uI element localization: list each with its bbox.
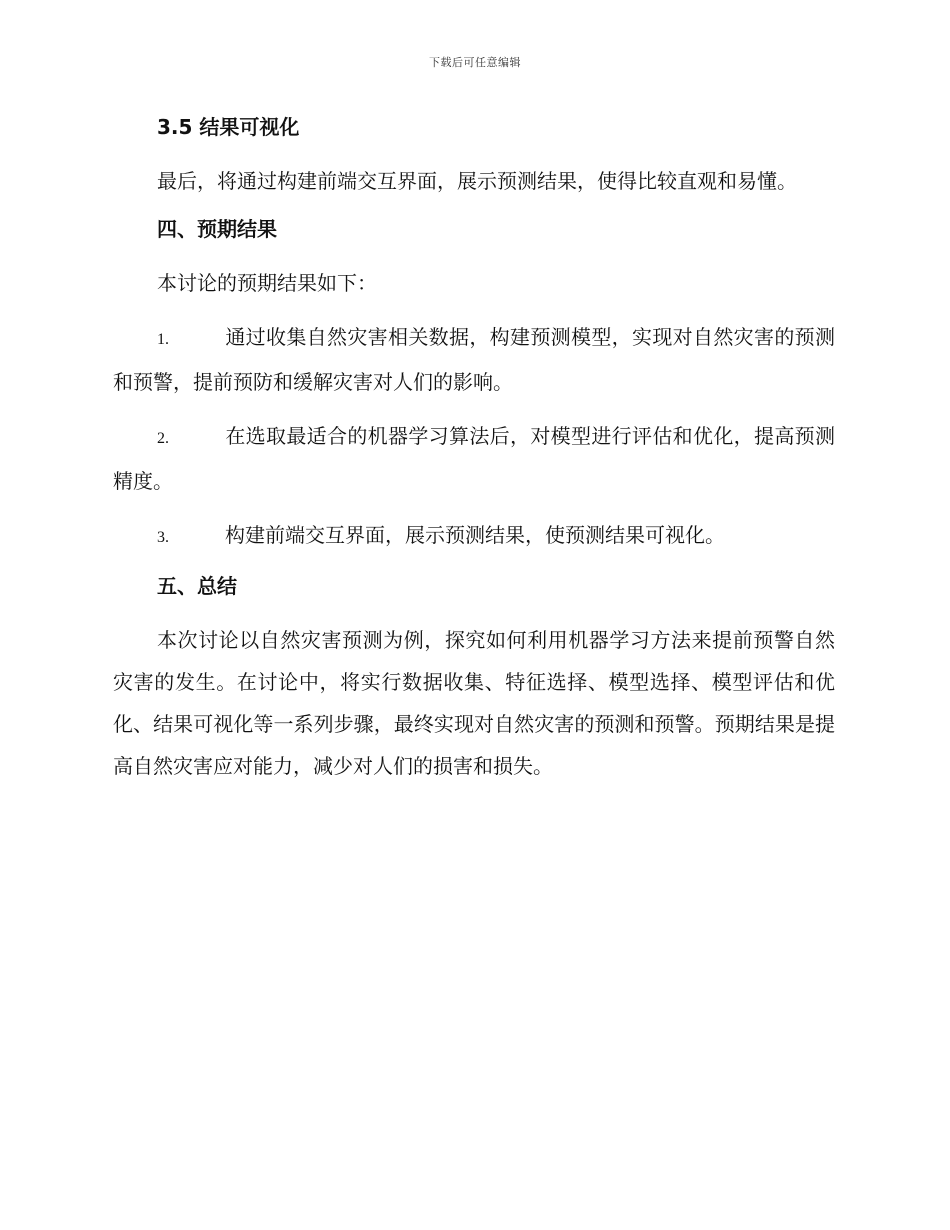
list-item [113,316,835,403]
document-body [113,112,835,799]
list-item-text: 在选取最适合的机器学习算法后，对模型进行评估和优化，提高预测精度。 [113,424,835,493]
section-heading-expected-results: 四、预期结果 [157,217,277,241]
list-item-text: 通过收集自然灾害相关数据，构建预测模型，实现对自然灾害的预测和预警，提前预防和缓解灾害对人们的影响。 [113,325,835,394]
list-item [113,415,835,502]
list-item-number: 1. [157,331,169,348]
section-heading-summary: 五、总结 [157,574,237,598]
section-heading-3-5: 3.5 结果可视化 [157,115,300,139]
list-item-number: 3. [157,529,169,546]
paragraph-summary: 本次讨论以自然灾害预测为例，探究如何利用机器学习方法来提前预警自然灾害的发生。在讨论中，将实行数据收集、特征选择、模型选择、模型评估和优化、结果可视化等一系列步骤，最终实现对自然灾害的预测和预警。预期结果是提高自然灾害应对能力，减少对人们的损害和损失。 [113,628,835,778]
paragraph-visualization: 最后，将通过构建前端交互界面，展示预测结果，使得比较直观和易懂。 [157,169,797,193]
page-header: 下载后可任意编辑 [429,56,521,69]
list-item-number: 2. [157,430,169,447]
list-item-text: 构建前端交互界面，展示预测结果，使预测结果可视化。 [225,523,725,547]
list-item [113,514,835,559]
paragraph-expected-intro: 本讨论的预期结果如下： [157,271,377,295]
